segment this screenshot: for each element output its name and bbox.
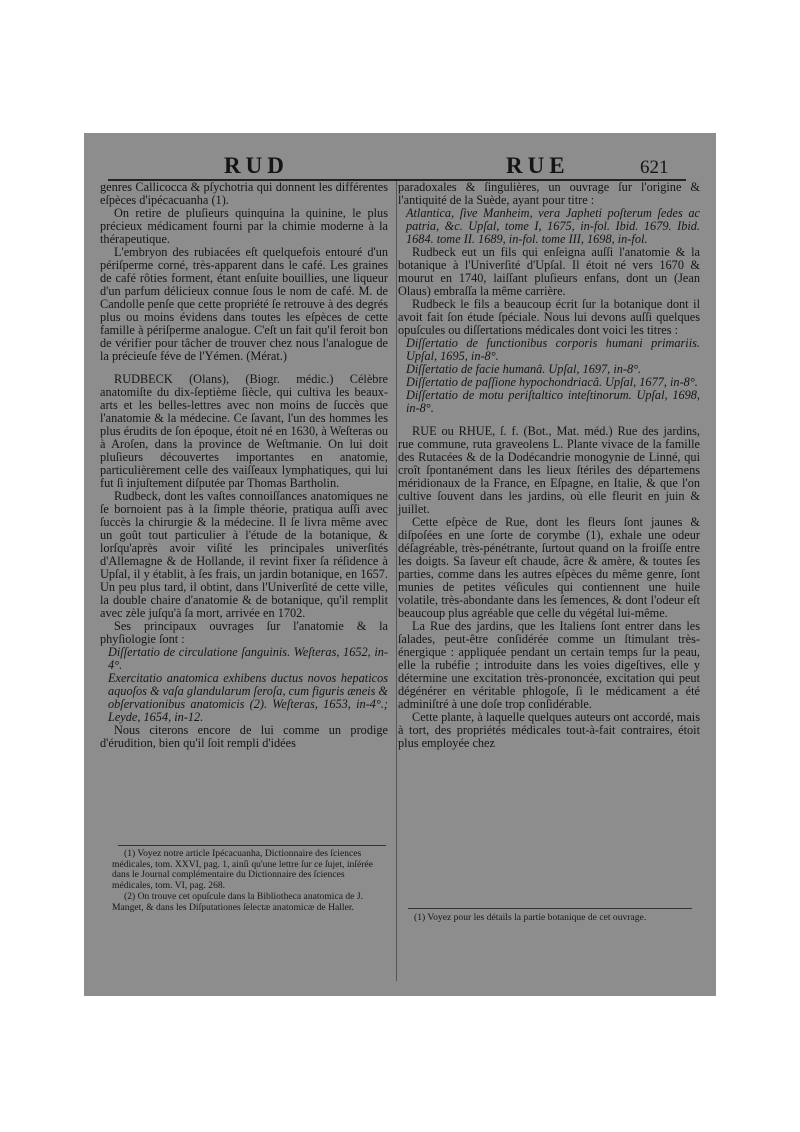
citation: Atlantica, ſive Manheim, vera Japheti poſterum ſedes ac patria, &c. Upſal, tome I, 1675, in-fol. Ibid. 1679. Ibid. 1684. tome II. 1689, in-fol. tome III, 1698, in-fol. — [406, 206, 700, 246]
header-right-word: RUE — [506, 153, 570, 178]
paragraph: Nous citerons encore de lui comme un prodige d'érudition, bien qu'il ſoit rempli d'idées — [100, 723, 388, 750]
paragraph: On retire de pluſieurs quinquina la quinine, le plus précieux médicament fourni par la chimie moderne à la thérapeutique. — [100, 206, 388, 246]
page-number: 621 — [640, 157, 669, 178]
footnote: (1) Voyez notre article Ipécacuanha, Dictionnaire des ſciences médicales, tom. XXVI, pag. 1, ainſi qu'une lettre ſur ce ſujet, inſérée dans le Journal complémentaire du Dictionnaire des ſciences médicales, tom. VI, pag. 268. — [112, 848, 373, 891]
entry-rudbeck: RUDBECK (Olans), (Biogr. médic.) Célèbre anatomiſte du dix-ſeptième ſiècle, qui cultiva les beaux-arts et les belles-lettres avec non moins de ſuccès que l'anatomie & la médecine. Ce ſavant, l'un des hommes les plus érudits de ſon époque, étoit né en 1630, à Weſteras ou à Aroſen, dans la province de Weſtmanie. On lui doit pluſieurs découvertes importantes en anatomie, particulièrement celle des vaiſſeaux lymphatiques, qui lui fut ſi injuſtement diſputée par Thomas Bartholin. — [100, 372, 388, 490]
paragraph: Cette eſpèce de Rue, dont les fleurs ſont jaunes & diſpoſées en une ſorte de corymbe (1), exhale une odeur déſagréable, très-pénétrante, ſurtout quand on la froiſſe entre les doigts. Sa ſaveur eſt chaude, âcre & amère, & toutes ſes parties, comme dans les autres eſpèces du même genre, ſont munies de petites véſicules qui contiennent une huile volatile, très-abondante dans les ſemences, & dont l'odeur eſt beaucoup plus agréable que celle du végétal lui-même. — [398, 515, 700, 620]
column-separator — [396, 181, 397, 981]
paragraph: Rudbeck eut un fils qui enſeigna auſſi l'anatomie & la botanique à l'Univerſité d'Upſal. Il étoit né vers 1670 & mourut en 1740, laiſſant pluſieurs enfans, dont un (Jean Olaus) embraſſa la même carrière. — [398, 245, 700, 298]
citation: Diſſertatio de motu periſtaltico inteſtinorum. Upſal, 1698, in-8°. — [406, 388, 700, 415]
paragraph: Rudbeck le fils a beaucoup écrit ſur la botanique dont il avoit fait ſon étude ſpéciale. Nous lui devons auſſi quelques opuſcules ou diſſertations médicales dont voici les titres : — [398, 297, 700, 337]
citation: Diſſertatio de facie humanâ. Upſal, 1697, in-8°. — [406, 362, 642, 376]
paragraph: genres Callicocca & pſychotria qui donnent les différentes eſpèces d'ipécacuanha (1). — [100, 180, 388, 207]
footnote: (1) Voyez pour les détails la partie botanique de cet ouvrage. — [414, 912, 647, 923]
paragraph: paradoxales & ſingulières, un ouvrage ſur l'origine & l'antiquité de la Suède, ayant pour titre : — [398, 180, 700, 207]
footnotes-right — [402, 913, 692, 925]
paragraph: Rudbeck, dont les vaſtes connoiſſances anatomiques ne ſe bornoient pas à la ſimple théorie, pratiqua auſſi avec ſuccès la chirurgie & la médecine. Il ſe livra même avec un goût tout particulier à l'étude de la botanique, & lorſqu'après avoir viſité les principales univerſités d'Allemagne & de Hollande, il revint fixer ſa réſidence à Upſal, il y établit, à ſes frais, un jardin botanique, en 1657. Un peu plus tard, il obtint, dans l'Univerſité de cette ville, la double chaire d'anatomie & de botanique, qu'il remplit avec zèle juſqu'à ſa mort, arrivée en 1702. — [100, 489, 388, 620]
left-column — [100, 181, 388, 750]
footnote-rule-right — [408, 908, 692, 909]
citation: Exercitatio anatomica exhibens ductus novos hepaticos aquoſos & vaſa glandularum ſeroſa, cum figuris æneis & obſervationibus anatomicis (2). Weſteras, 1653, in-4°.; Leyde, 1654, in-12. — [108, 671, 388, 724]
paragraph: La Rue des jardins, que les Italiens ſont entrer dans les ſalades, peut-être conſidérée comme un ſtimulant très-énergique : appliquée pendant un certain temps ſur la peau, elle la rubéfie ; introduite dans les voies digeſtives, elle y détermine une excitation très-prononcée, excitation qui peut dégénérer en véritable phlogoſe, ſi le médicament a été adminiſtré à une doſe trop conſidérable. — [398, 619, 700, 711]
citation: Diſſertatio de circulatione ſanguinis. Weſteras, 1652, in-4°. — [108, 645, 388, 672]
scanned-page — [84, 133, 716, 996]
right-column — [398, 181, 700, 750]
footnote: (2) On trouve cet opuſcule dans la Bibliotheca anatomica de J. Manget, & dans les Diſputationes ſelectæ anatomicæ de Haller. — [112, 891, 363, 913]
entry-rue: RUE ou RHUE, ſ. f. (Bot., Mat. méd.) Rue des jardins, rue commune, ruta graveolens L. Plante vivace de la famille des Rutacées & de la Dodécandrie monogynie de Linné, qui croît ſpontanément dans les lieux ſtériles des départemens méridionaux de la France, en Eſpagne, en Italie, & que l'on cultive ſouvent dans les jardins, où elle fleurit en juin & juillet. — [398, 424, 700, 516]
header-left-word: RUD — [224, 153, 289, 178]
paragraph: Ses principaux ouvrages ſur l'anatomie & la phyſiologie ſont : — [100, 619, 388, 646]
paragraph: Cette plante, à laquelle quelques auteurs ont accordé, mais à tort, des propriétés médicales tout-à-fait contraires, étoit plus employée chez — [398, 710, 700, 750]
footnotes-left — [112, 849, 386, 914]
footnote-rule-left — [118, 845, 386, 846]
citation: Diſſertatio de paſſione hypochondriacâ. Upſal, 1677, in-8°. — [406, 375, 698, 389]
citation: Diſſertatio de functionibus corporis humani primariis. Upſal, 1695, in-8°. — [406, 336, 700, 363]
paragraph: L'embryon des rubiacées eſt quelquefois entouré d'un périſperme corné, très-apparent dans le café. Les graines de café rôties forment, étant enſuite bouillies, une liqueur d'un parfum délicieux connue ſous le nom de café. M. de Candolle penſe que cette propriété ſe retrouve à des degrés plus ou moins évidens dans toutes les eſpèces de cette famille à périſperme analogue. C'eſt un fait qu'il feroit bon de vérifier pour tâcher de trouver chez nous l'analogue de la précieuſe féve de l'Yémen. (Mérat.) — [100, 245, 388, 363]
